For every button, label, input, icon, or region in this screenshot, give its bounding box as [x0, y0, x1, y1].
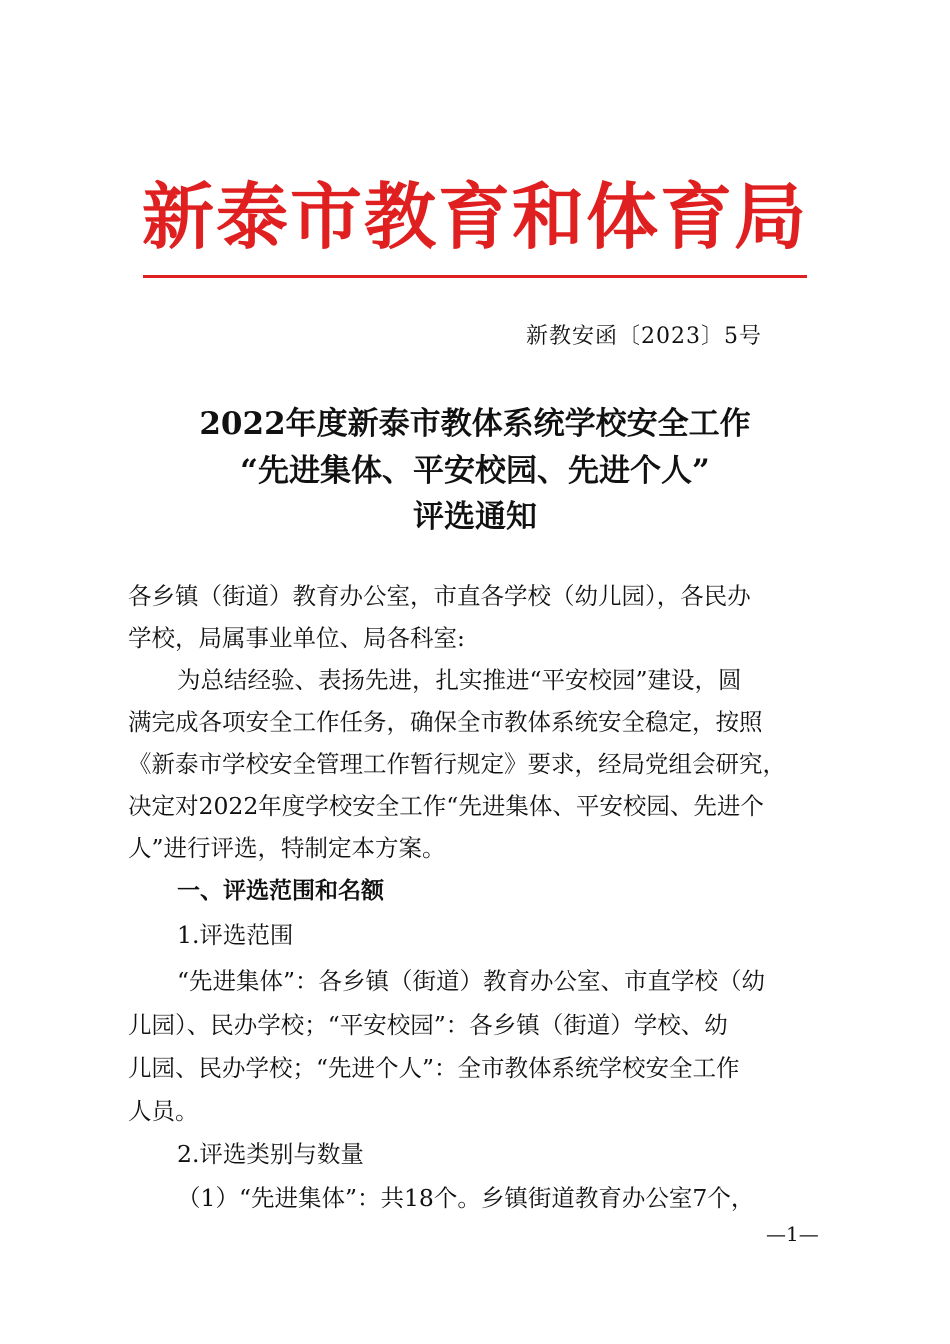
document-title-line-1: 2022年度新泰市教体系统学校安全工作 [199, 406, 751, 442]
addressee-line-1: 各乡镇（街道）教育办公室，市直各学校（幼儿园），各民办 [128, 582, 751, 610]
red-divider-rule [143, 275, 807, 278]
intro-line-4: 决定对2022年度学校安全工作“先进集体、平安校园、先进个 [128, 792, 764, 820]
intro-line-1: 为总结经验、表扬先进，扎实推进“平安校园”建设，圆 [177, 666, 742, 694]
document-title-line-3: 评选通知 [413, 499, 537, 535]
intro-line-3: 《新泰市学校安全管理工作暂行规定》要求，经局党组会研究， [128, 750, 786, 778]
intro-line-2: 满完成各项安全工作任务，确保全市教体系统安全稳定，按照 [128, 708, 763, 736]
category-line-1: （1）“先进集体”：共18个。乡镇街道教育办公室7个， [177, 1184, 755, 1212]
addressee-line-2: 学校，局属事业单位、局各科室: [128, 624, 465, 652]
section-heading-1: 一、评选范围和名额 [177, 878, 384, 904]
document-number: 新教安函〔2023〕5号 [526, 324, 762, 349]
intro-line-5: 人”进行评选，特制定本方案。 [128, 834, 446, 862]
subsection-heading-2: 2.评选类别与数量 [177, 1140, 364, 1168]
page-number: —1— [766, 1222, 819, 1246]
scope-line-3: 儿园、民办学校；“先进个人”：全市教体系统学校安全工作 [128, 1054, 740, 1082]
scope-line-1: “先进集体”：各乡镇（街道）教育办公室、市直学校（幼 [177, 967, 766, 995]
masthead-title: 新泰市教育和体育局 [141, 174, 808, 259]
scope-line-4: 人员。 [128, 1097, 199, 1125]
subsection-heading-1: 1.评选范围 [177, 921, 294, 949]
scope-line-2: 儿园）、民办学校；“平安校园”：各乡镇（街道）学校、幼 [128, 1011, 728, 1039]
document-title-line-2: “先进集体、平安校园、先进个人” [240, 453, 710, 489]
